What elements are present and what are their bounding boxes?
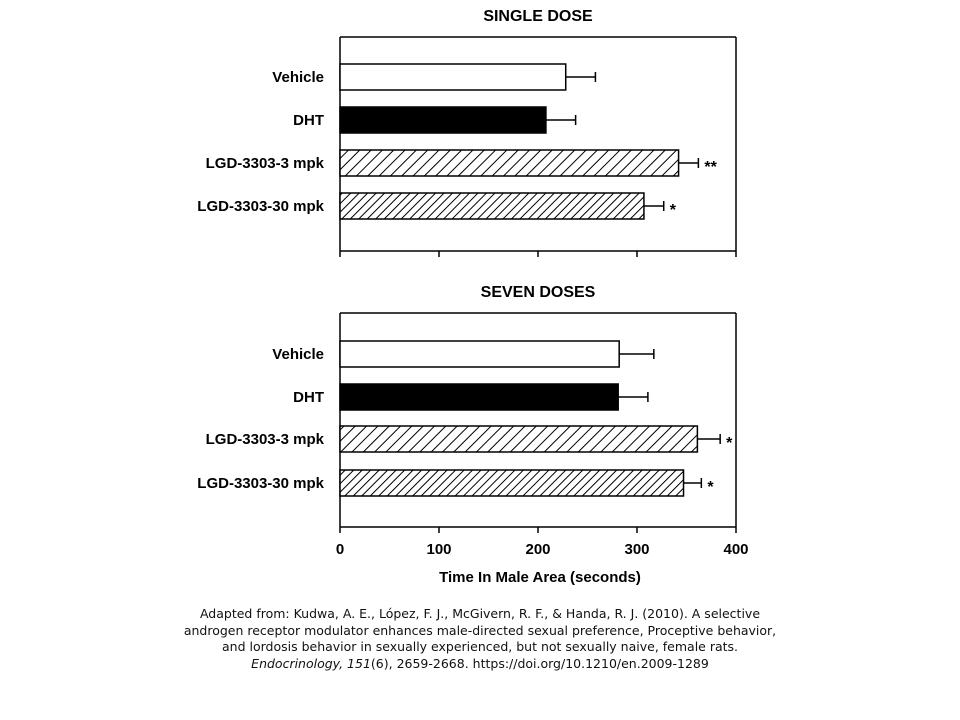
significance-marker: *: [707, 479, 714, 496]
significance-marker: *: [669, 202, 676, 219]
category-label: Vehicle: [272, 69, 324, 86]
chart-panel-2: [197, 284, 748, 586]
bar: [340, 470, 684, 496]
panel-title: SEVEN DOSES: [480, 284, 596, 301]
x-tick-label: 300: [624, 541, 650, 558]
category-label: LGD-3303-30 mpk: [197, 475, 324, 492]
citation-journal: Endocrinology, 151: [251, 655, 371, 671]
chart-panel-1: [197, 8, 736, 257]
bar: [340, 107, 546, 133]
category-label: Vehicle: [272, 346, 324, 363]
citation-rest: (6), 2659-2668. https://doi.org/10.1210/en.2009-1289: [370, 655, 709, 671]
significance-marker: **: [704, 159, 717, 176]
category-label: DHT: [293, 389, 324, 406]
citation: [150, 606, 810, 672]
bar: [340, 426, 697, 452]
bar: [340, 384, 618, 410]
x-axis-title: Time In Male Area (seconds): [439, 569, 641, 586]
bar: [340, 150, 679, 176]
category-label: DHT: [293, 112, 324, 129]
category-label: LGD-3303-3 mpk: [205, 431, 324, 448]
category-label: LGD-3303-30 mpk: [197, 198, 324, 215]
x-tick-label: 100: [426, 541, 452, 558]
x-tick-label: 400: [723, 541, 749, 558]
citation-line-1: Adapted from: Kudwa, A. E., López, F. J., McGivern, R. F., & Handa, R. J. (2010). A selective: [199, 606, 761, 621]
x-tick-label: 0: [335, 541, 345, 558]
category-label: LGD-3303-3 mpk: [205, 155, 324, 172]
bar: [340, 193, 644, 219]
panel-title: SINGLE DOSE: [483, 8, 593, 25]
bar: [340, 341, 619, 367]
citation-line-3: and lordosis behavior in sexually experienced, but not sexually naive, female rats.: [221, 639, 739, 654]
significance-marker: *: [726, 435, 733, 452]
x-tick-label: 200: [525, 541, 551, 558]
citation-line-4: [150, 656, 810, 673]
bar: [340, 64, 566, 90]
citation-line-2: androgen receptor modulator enhances male-directed sexual preference, Proceptive behavior,: [183, 622, 777, 638]
